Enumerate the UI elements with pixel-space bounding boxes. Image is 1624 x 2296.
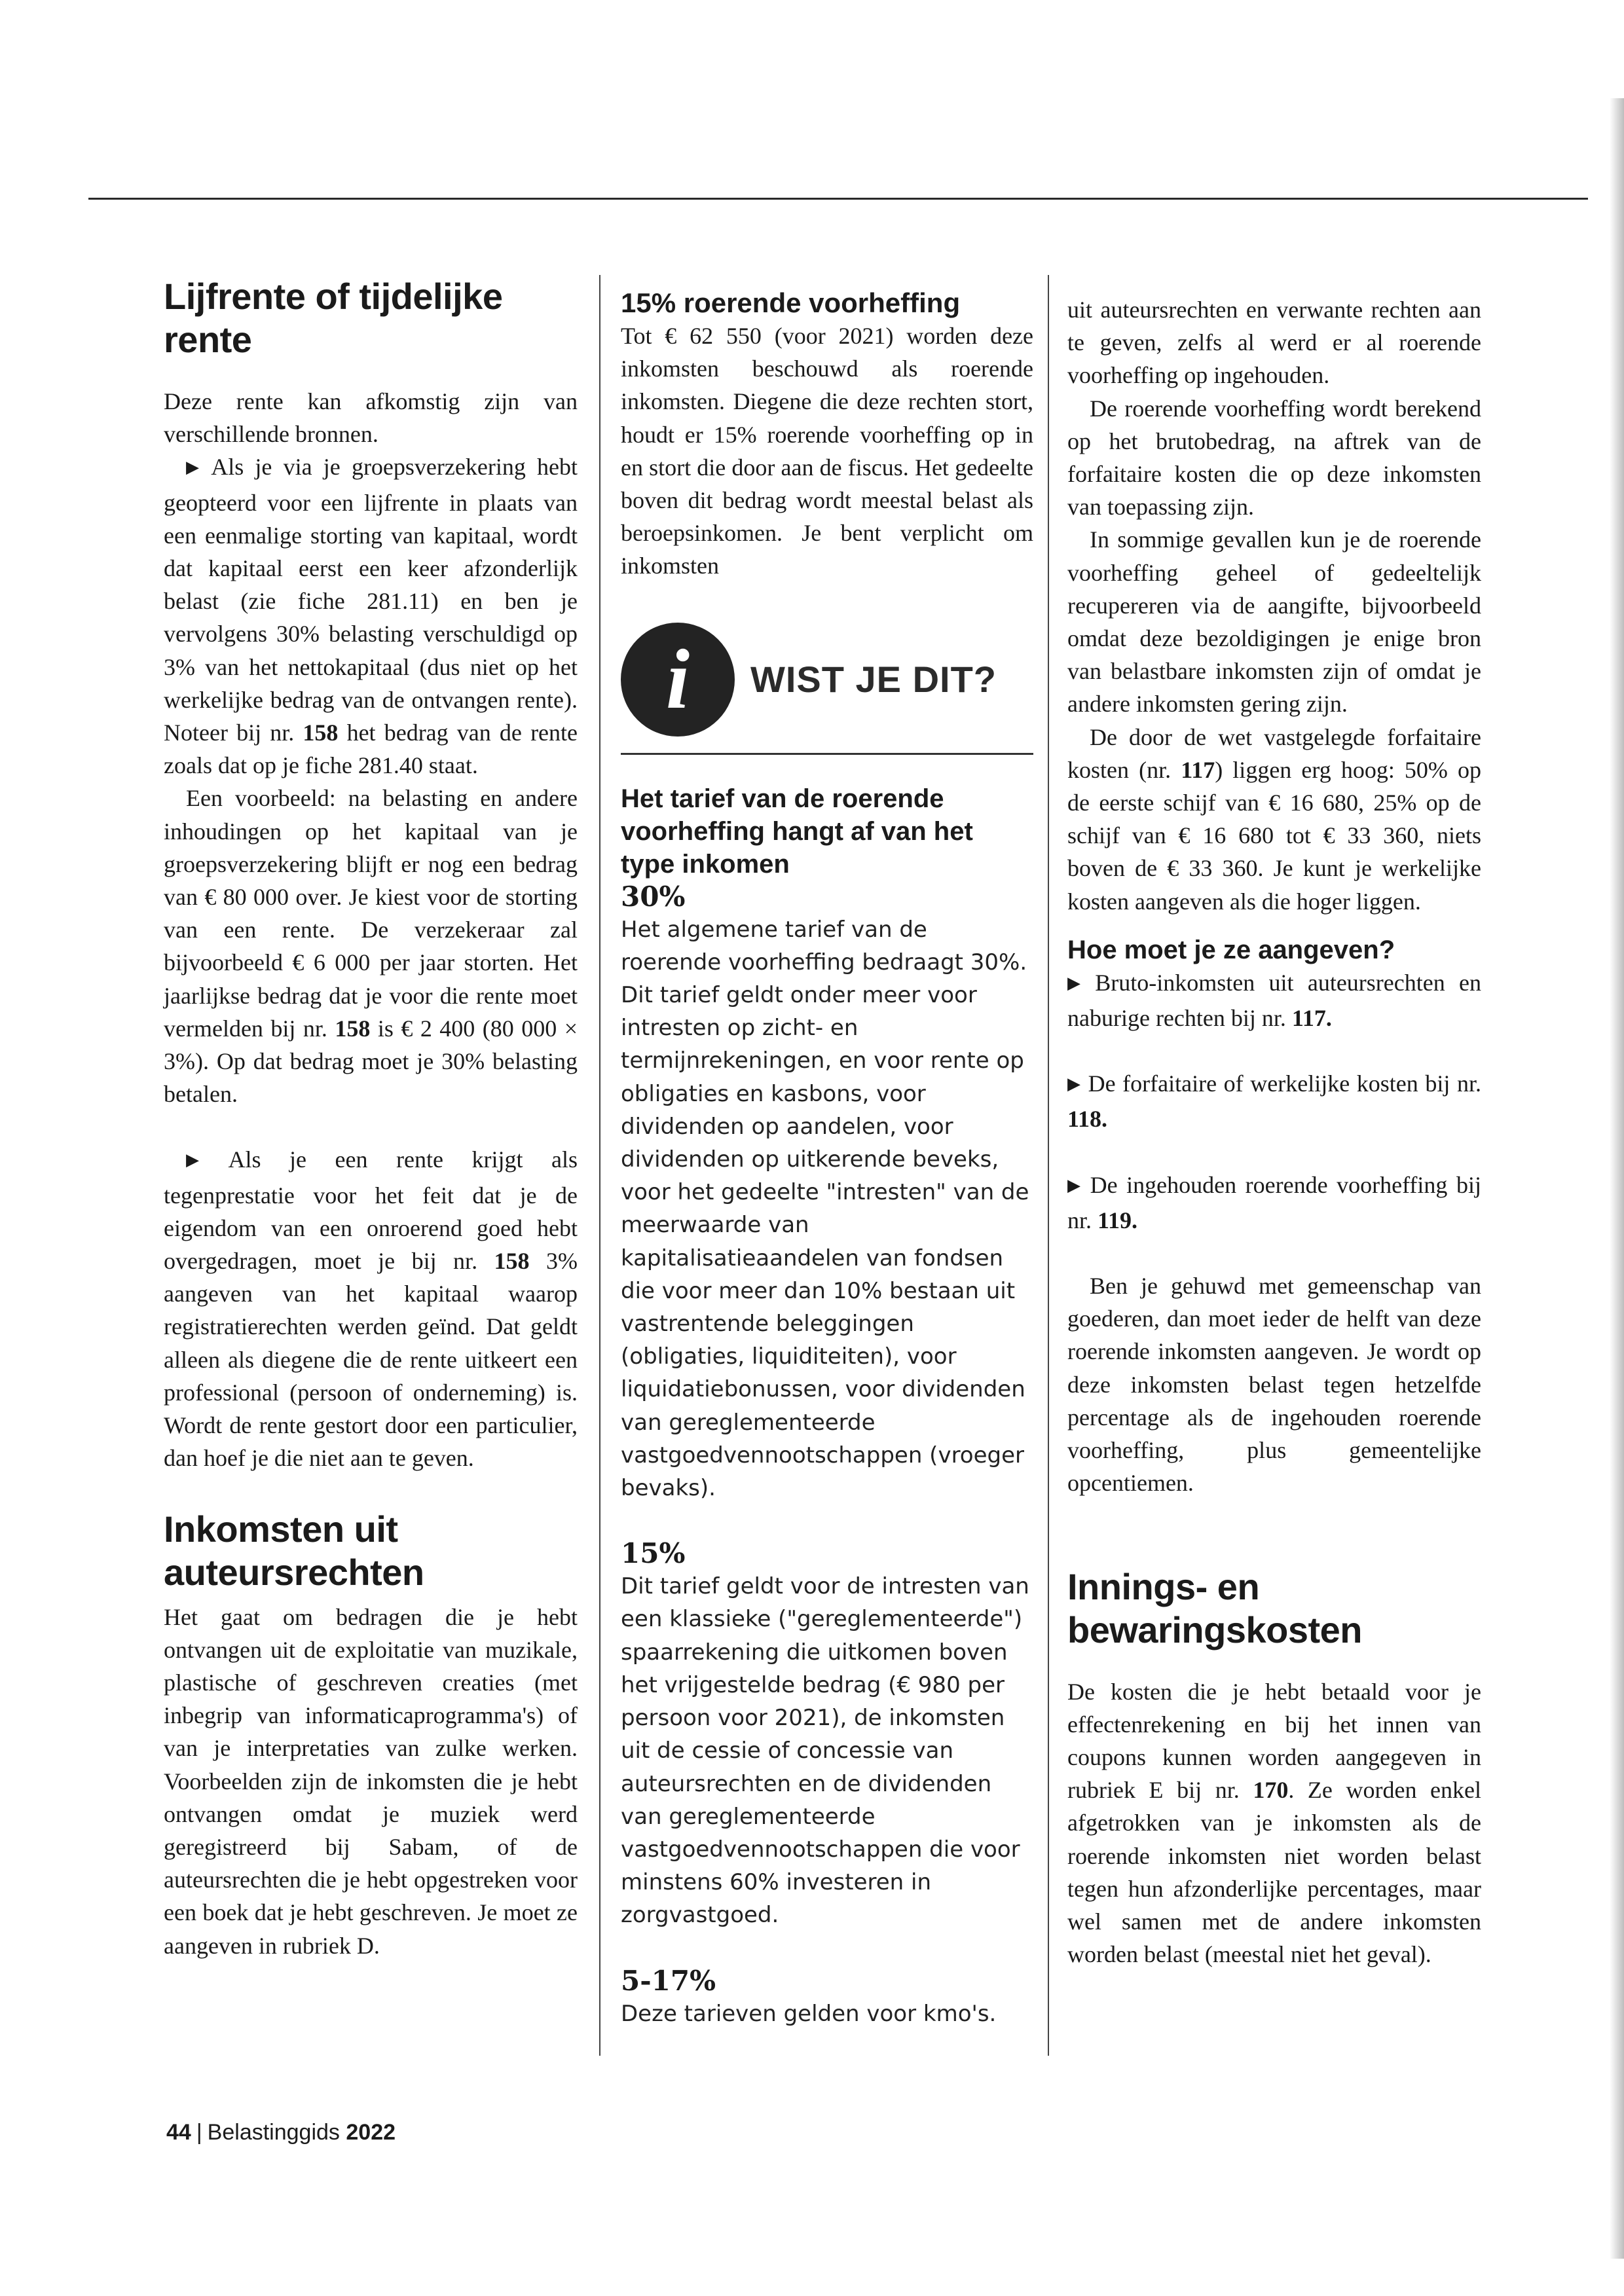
publication-year: 2022 [346,2120,396,2145]
info-box-rule [621,753,1033,755]
info-icon: i [621,623,735,737]
column-divider [1048,275,1049,2056]
paragraph: Deze rente kan afkomstig zijn van verschillende bronnen. [164,388,578,448]
paragraph: Ben je gehuwd met gemeenschap van goederen, dan moet ieder de helft van deze roerende inkomsten aangeven. Je wordt op deze inkomsten belast tegen hetzelfde percentage als de ingehouden roerende voorheffing, plus gemeentelijke opcentiemen. [1067,1273,1481,1497]
section-title-lijfrente: Lijfrente of tijdelijke rente [164,276,503,360]
section-title-innings: Innings- en bewaringskosten [1067,1565,1362,1650]
column-2 [621,275,1033,2030]
column-1 [164,275,578,1962]
arrow-bullet-icon: ▶ [1067,973,1089,993]
page-edge-shadow [1610,98,1624,2259]
column-divider [599,275,600,2056]
paragraph: In sommige gevallen kun je de roerende voorheffing geheel of gedeeltelijk recupereren via de aangifte, bijvoorbeeld omdat deze bezoldigingen je enige bron van belastbare inkomsten zijn of omdat je andere inkomsten gering zijn. [1067,526,1481,718]
column-3 [1067,275,1481,1971]
paragraph: De door de wet vastgelegde forfaitaire kosten (nr. 117) liggen erg hoog: 50% op de eerste schijf van € 16 680, 25% op de schijf van € 16 680 tot € 33 360, niets boven de € 33 360. Je kunt je werkelijke kosten aangeven als die hoger liggen. [1067,723,1482,915]
header-rule [88,198,1588,200]
arrow-bullet-icon: ▶ [186,1150,222,1170]
paragraph: Tot € 62 550 (voor 2021) worden deze inkomsten beschouwd als roerende inkomsten. Diegene die deze rechten stort, houdt er 15% roerende voorheffing op in en stort die door aan de fiscus. Het gedeelte boven dit bedrag wordt meestal belast als beroepsinkomen. Je bent verplicht om inkomsten [621,323,1033,579]
rate-heading: 30% [621,880,686,913]
paragraph: Een voorbeeld: na belasting en andere inhoudingen op het kapitaal van je groepsverzekering blijft er nog een bedrag van € 80 000 over. Je kiest voor de storting van een rente. De verzekeraar zal bijvoorbeeld € 6 000 per jaar storten. Het jaarlijkse bedrag dat je voor die rente moet vermelden bij nr. 158 is € 2 400 (80 000 × 3%). Op dat bedrag moet je 30% belasting betalen. [164,785,578,1108]
info-box-title: WIST JE DIT? [750,659,997,701]
paragraph: De kosten die je hebt betaald voor je effectenrekening en bij het innen van coupons kunnen worden aangegeven in rubriek E bij nr. 170. Ze worden enkel afgetrokken van je inkomsten als de roerende inkomsten niet worden belast tegen hun afzonderlijke percentages, maar wel samen met de andere inkomsten worden belast (meestal niet het geval). [1067,1678,1481,1968]
paragraph: ▶ Als je via je groepsverzekering hebt geopteerd voor een lijfrente in plaats van een eenmalige storting van kapitaal, wordt dat kapitaal eerst een keer afzonderlijk belast (zie fiche 281.11) en ben je vervolgens 30% belasting verschuldigd op 3% van het nettokapitaal (dus niet op het werkelijke bedrag van de ontvangen rente). Noteer bij nr. 158 het bedrag van de rente zoals dat op je fiche 281.40 staat. [164,454,578,779]
info-box-header [621,621,1033,738]
info-box-subtitle: Het tarief van de roerende voorheffing hangt af van het type inkomen [621,784,973,879]
paragraph: Het gaat om bedragen die je hebt ontvangen uit de exploitatie van muzikale, plastische of geschreven creaties (met inbegrip van informaticaprogramma's) of van je interpretaties van zulke werken. Voorbeelden zijn de inkomsten die je hebt ontvangen omdat je muziek werd geregistreerd bij Sabam, of de auteursrechten die je hebt opgestreken voor een boek dat je hebt geschreven. Je moet ze aangeven in rubriek D. [164,1603,578,1959]
paragraph: uit auteursrechten en verwante rechten aan te geven, zelfs al werd er al roerende voorheffing op ingehouden. [1067,297,1481,389]
subsection-title-voorheffing: 15% roerende voorheffing [621,287,961,318]
publication-name: Belastinggids [207,2120,340,2145]
subsection-title-aangeven: Hoe moet je ze aangeven? [1067,935,1395,964]
rate-heading: 5-17% [621,1964,716,1997]
paragraph: De roerende voorheffing wordt berekend op het brutobedrag, na aftrek van de forfaitaire kosten die op deze inkomsten van toepassing zijn. [1067,395,1481,520]
rate-description: Dit tarief geldt voor de intresten van een klassieke ("gereglementeerde") spaarrekening die uitkomen boven het vrijgestelde bedrag (€ 980 per persoon voor 2021), de inkomsten uit de cessie of concessie van auteursrechten en de dividenden van gereglementeerde vastgoedvennootschappen die voor minstens 60% investeren in zorgvastgoed. [621,1573,1029,1929]
rate-description: Het algemene tarief van de roerende voorheffing bedraagt 30%. Dit tarief geldt onder meer voor intresten op zicht- en termijnrekeningen, en voor rente op obligaties en kasbons, voor dividenden op aandelen, voor dividenden op uitkerende beveks, voor het gedeelte "intresten" van de meerwaarde van kapitalisatieaandelen van fondsen die voor meer dan 10% bestaan uit vastrentende beleggingen (obligaties, liquiditeiten), voor liquidatiebonussen, voor dividenden van gereglementeerde vastgoedvennootschappen (vroeger bevaks). [621,916,1029,1502]
footer-separator: | [196,2120,202,2145]
arrow-bullet-icon: ▶ [1067,1074,1082,1094]
rate-heading: 15% [621,1537,686,1570]
arrow-bullet-icon: ▶ [186,458,205,477]
section-title-auteursrechten: Inkomsten uit auteursrechten [164,1508,424,1593]
rate-description: Deze tarieven gelden voor kmo's. [621,2000,997,2027]
bullet-item: ▶ De ingehouden roerende voorheffing bij nr. 119. [1067,1171,1481,1233]
paragraph: ▶ Als je een rente krijgt als tegenprestatie voor het feit dat je de eigendom van een onroerend goed hebt overgedragen, moet je bij nr. 158 3% aangeven van het kapitaal waarop registratierechten werden geïnd. Dat geldt alleen als diegene die de rente uitkeert een professional (persoon of onderneming) is. Wordt de rente gestort door een particulier, dan hoef je die niet aan te geven. [164,1146,578,1472]
page-footer [166,2120,396,2145]
bullet-item: ▶ De forfaitaire of werkelijke kosten bij nr. 118. [1067,1070,1481,1133]
page-number: 44 [166,2120,191,2145]
bullet-item: ▶ Bruto-inkomsten uit auteursrechten en naburige rechten bij nr. 117. [1067,969,1481,1032]
arrow-bullet-icon: ▶ [1067,1175,1084,1195]
info-box [621,621,1033,2030]
